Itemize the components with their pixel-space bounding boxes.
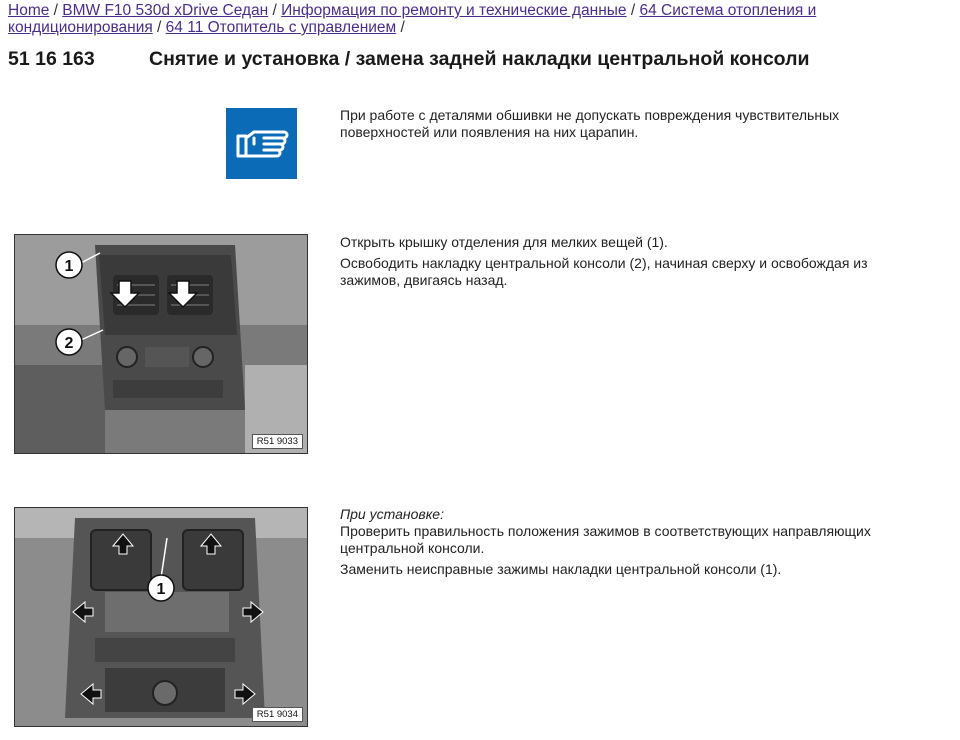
figure-console-clips [14, 507, 308, 727]
figure-label: R51 9034 [252, 707, 303, 722]
breadcrumb-vehicle-link[interactable]: BMW F10 530d xDrive Седан [62, 2, 269, 19]
breadcrumb-separator: / [268, 2, 282, 19]
instruction-text: Освободить накладку центральной консоли (2), начиная сверху и освобождая из зажимов, двигаясь назад. [340, 255, 868, 288]
note-text: При работе с деталями обшивки не допускать повреждения чувствительных поверхностей или появления на них царапин. [340, 107, 840, 140]
figure-console-cover [14, 234, 308, 454]
figure-label: R51 9033 [252, 434, 303, 449]
breadcrumb-separator: / [152, 19, 166, 36]
callout-2: 2 [64, 335, 74, 352]
instruction-text: Открыть крышку отделения для мелких вещей (1). [340, 234, 668, 250]
breadcrumb [8, 2, 956, 36]
callout-1: 1 [156, 581, 166, 598]
note-text-block [340, 107, 930, 145]
step1-instructions [340, 234, 930, 293]
breadcrumb-heater-link[interactable]: 64 11 Отопитель с управлением [165, 19, 397, 36]
breadcrumb-hvac-link[interactable]: 64 Система отопления и кондиционирования [8, 2, 817, 36]
installation-heading: При установке: [340, 506, 444, 522]
instruction-text: Заменить неисправные зажимы накладки центральной консоли (1). [340, 561, 782, 577]
callout-1: 1 [64, 258, 74, 275]
breadcrumb-separator: / [396, 19, 405, 36]
document-number: 51 16 163 [8, 48, 95, 70]
breadcrumb-separator: / [626, 2, 640, 19]
instruction-text: Проверить правильность положения зажимов в соответствующих направляющих центральной консоли. [340, 523, 871, 556]
document-title: Снятие и установка / замена задней накладки центральной консоли [149, 48, 810, 70]
pointing-hand-icon [226, 108, 297, 179]
step2-instructions [340, 506, 930, 582]
breadcrumb-home-link[interactable]: Home [8, 2, 50, 19]
breadcrumb-separator: / [49, 2, 63, 19]
breadcrumb-repair-info-link[interactable]: Информация по ремонту и технические данные [281, 2, 627, 19]
